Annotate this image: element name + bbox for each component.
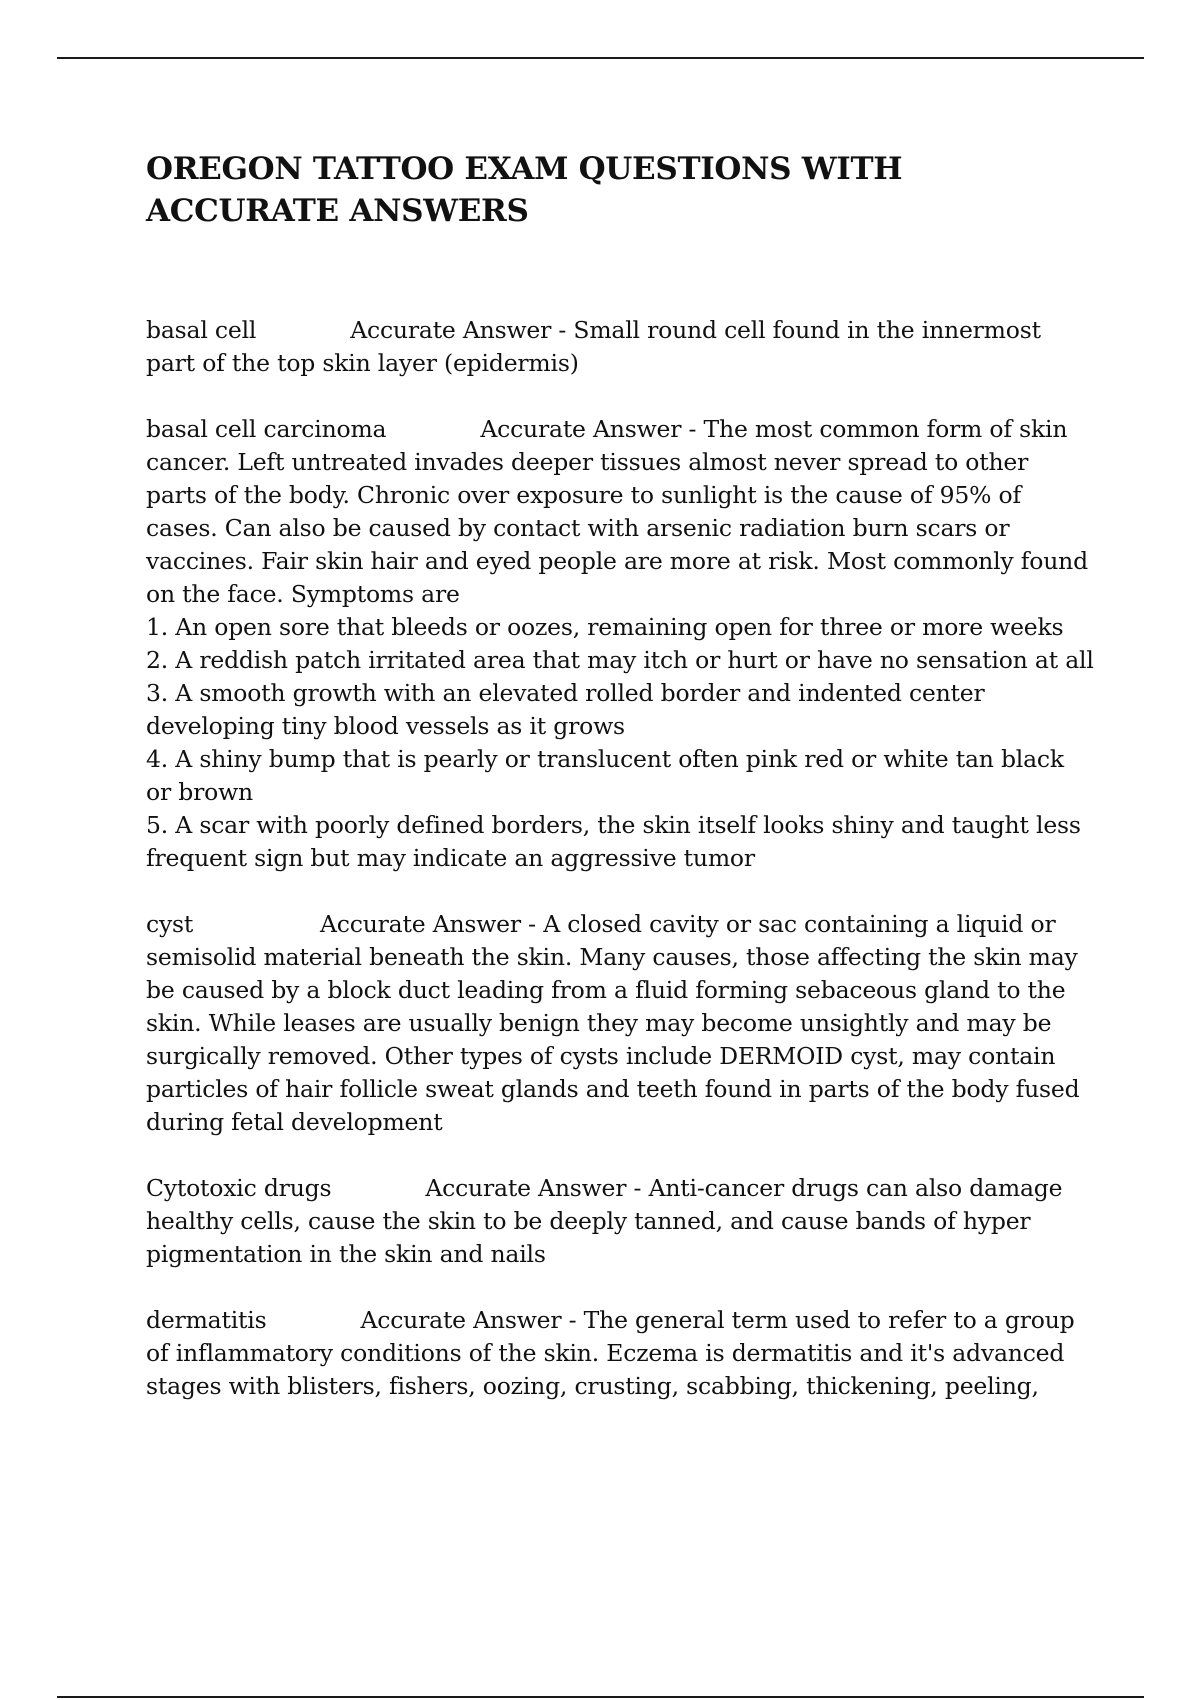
entry-answer: The general term used to refer to a group of inflammatory conditions of the skin. Eczema is dermatitis and it's advanced stages with blisters, fishers, oozing, crusting, scabbing, thickening, peeling, [146,1306,1075,1400]
symptom-list-item: 1. An open sore that bleeds or oozes, remaining open for three or more weeks [146,613,1064,641]
entry-answer: Small round cell found in the innermost part of the top skin layer (epidermis) [146,316,1041,377]
entry-answer: Anti-cancer drugs can also damage healthy cells, cause the skin to be deeply tanned, and cause bands of hyper pigmentation in the skin and nails [146,1174,1063,1268]
entry-term: basal cell [146,316,257,344]
symptom-list-item: 4. A shiny bump that is pearly or translucent often pink red or white tan black or brown [146,745,1064,806]
answer-label: Accurate Answer - [320,910,544,938]
symptom-list-item: 2. A reddish patch irritated area that may itch or hurt or have no sensation at all [146,646,1094,674]
answer-label: Accurate Answer - [350,316,574,344]
document-title: OREGON TATTOO EXAM QUESTIONS WITH ACCURATE ANSWERS [146,151,903,229]
qa-entry [146,1172,1096,1271]
answer-label: Accurate Answer - [480,415,704,443]
qa-entry [146,1304,1096,1403]
entry-term: Cytotoxic drugs [146,1174,332,1202]
answer-label: Accurate Answer - [425,1174,649,1202]
entry-answer: A closed cavity or sac containing a liquid or semisolid material beneath the skin. Many causes, those affecting the skin may be caused by a block duct leading from a fluid forming sebaceous gland to the skin. While leases are usually benign they may become unsightly and may be surgically removed. Other types of cysts include DERMOID cyst, may contain particles of hair follicle sweat glands and teeth found in parts of the body fused during fetal development [146,910,1080,1136]
qa-entry [146,413,1096,875]
symptom-list-item: 3. A smooth growth with an elevated rolled border and indented center developing tiny blood vessels as it grows [146,679,985,740]
entry-term: dermatitis [146,1306,267,1334]
bottom-rule [57,1696,1144,1698]
document-body [146,148,1096,1436]
qa-entry [146,314,1096,380]
entry-term: basal cell carcinoma [146,415,387,443]
symptom-list-item: 5. A scar with poorly defined borders, the skin itself looks shiny and taught less frequent sign but may indicate an aggressive tumor [146,811,1081,872]
qa-entry [146,908,1096,1139]
entry-term: cyst [146,910,194,938]
answer-label: Accurate Answer - [360,1306,584,1334]
top-rule [57,57,1144,59]
entry-answer: The most common form of skin cancer. Left untreated invades deeper tissues almost never spread to other parts of the body. Chronic over exposure to sunlight is the cause of 95% of cases. Can also be caused by contact with arsenic radiation burn scars or vaccines. Fair skin hair and eyed people are more at risk. Most commonly found on the face. Symptoms are [146,415,1088,608]
qa-entries [146,314,1096,1403]
